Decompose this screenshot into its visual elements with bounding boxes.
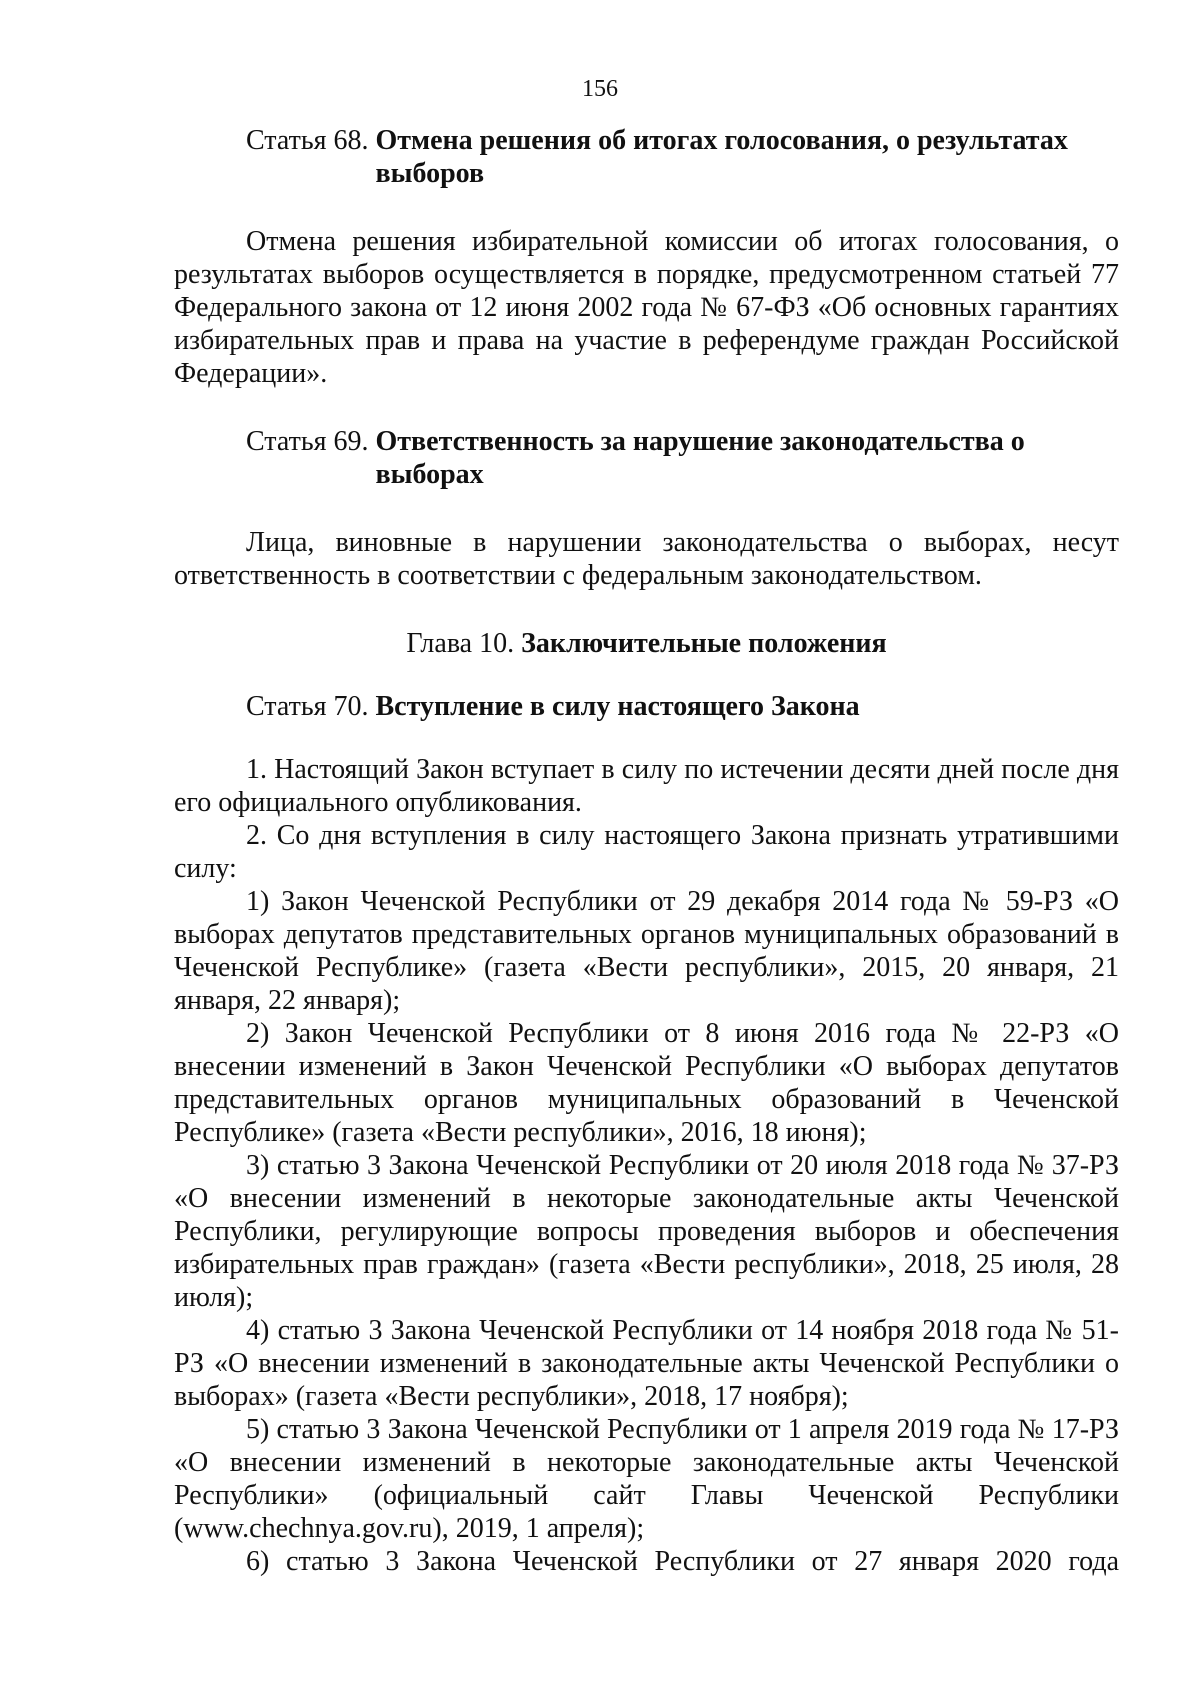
chapter-10-label: Глава 10. xyxy=(406,628,522,659)
article-69-label: Статья 69. xyxy=(246,426,376,457)
article-70-title: Вступление в силу настоящего Закона xyxy=(375,691,860,722)
page-number: 156 xyxy=(582,76,618,102)
chapter-10-heading xyxy=(174,627,1119,660)
article-69-heading xyxy=(174,425,1119,491)
repealed-item-6: 6) статью 3 Закона Чеченской Республики от 27 января 2020 года xyxy=(246,1546,1119,1577)
article-69-text: Лица, виновные в нарушении законодательства о выборах, несут ответственность в соответствии с федеральным законодательством. xyxy=(174,527,1119,591)
article-70-label: Статья 70. xyxy=(246,691,376,722)
article-70-part-1: 1. Настоящий Закон вступает в силу по истечении десяти дней после дня его официального опубликования. xyxy=(174,754,1119,818)
article-68-title: Отмена решения об итогах голосования, о результатах выборов xyxy=(375,125,1068,189)
article-70-heading xyxy=(174,690,1119,723)
repealed-item-1: 1) Закон Чеченской Республики от 29 декабря 2014 года № 59-РЗ «О выборах депутатов представительных органов муниципальных образований в Чеченской Республике» (газета «Вести республики», 2015, 20 января, 21 января, 22 января); xyxy=(174,886,1119,1016)
document-body xyxy=(174,124,1119,1578)
repealed-item-3: 3) статью 3 Закона Чеченской Республики от 20 июля 2018 года № 37-РЗ «О внесении изменений в некоторые законодательные акты Чеченской Республики, регулирующие вопросы проведения выборов и обеспечения избирательных прав граждан» (газета «Вести республики», 2018, 25 июля, 28 июля); xyxy=(174,1150,1119,1313)
chapter-10-title: Заключительные положения xyxy=(521,628,887,659)
repealed-item-5: 5) статью 3 Закона Чеченской Республики от 1 апреля 2019 года № 17-РЗ «О внесении изменений в некоторые законодательные акты Чеченской Республики» (официальный сайт Главы Чеченской Республики (www.chechnya.gov.ru), 2019, 1 апреля); xyxy=(174,1414,1119,1544)
article-68-heading xyxy=(174,124,1119,190)
article-68-text: Отмена решения избирательной комиссии об итогах голосования, о результатах выборов осуществляется в порядке, предусмотренном статьей 77 Федерального закона от 12 июня 2002 года № 67-ФЗ «Об основных гарантиях избирательных прав и права на участие в референдуме граждан Российской Федерации». xyxy=(174,226,1119,389)
article-68-label: Статья 68. xyxy=(246,125,376,156)
article-69-title: Ответственность за нарушение законодательства о выборах xyxy=(375,426,1025,490)
article-70-part-2: 2. Со дня вступления в силу настоящего Закона признать утратившими силу: xyxy=(174,820,1119,884)
repealed-item-4: 4) статью 3 Закона Чеченской Республики от 14 ноября 2018 года № 51-РЗ «О внесении изменений в законодательные акты Чеченской Республики о выборах» (газета «Вести республики», 2018, 17 ноября); xyxy=(174,1315,1119,1412)
repealed-item-2: 2) Закон Чеченской Республики от 8 июня 2016 года № 22-РЗ «О внесении изменений в Закон Чеченской Республики «О выборах депутатов представительных органов муниципальных образований в Чеченской Республике» (газета «Вести республики», 2016, 18 июня); xyxy=(174,1018,1119,1148)
